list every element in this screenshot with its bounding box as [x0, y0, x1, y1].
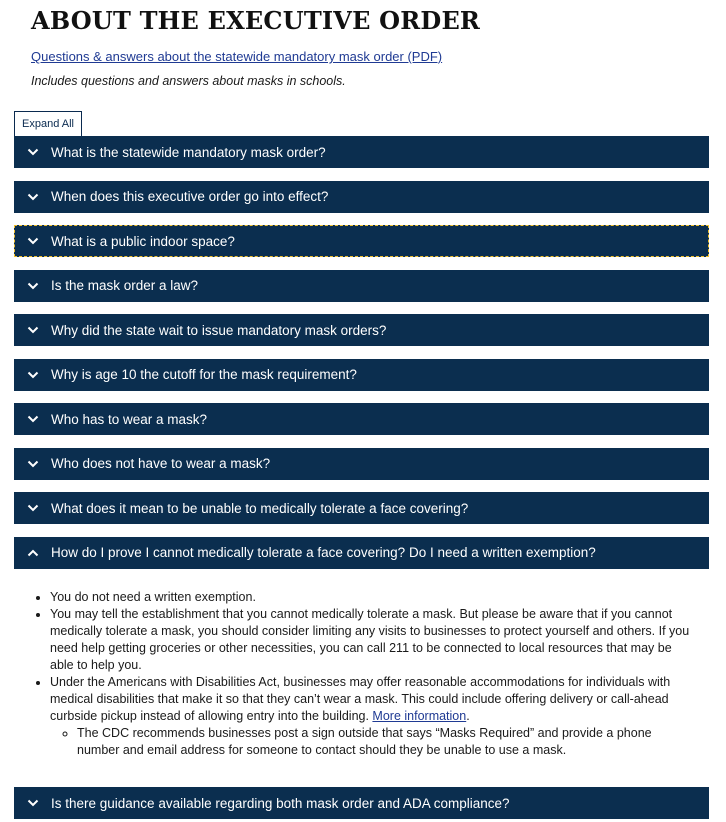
more-information-link[interactable]: More information [372, 708, 467, 723]
answer-sub-bullet: ◦ The CDC recommends businesses post a sign outside that says “Masks Required” and provide a phone number and email address for someone to contact should they be unable to use a mask. [77, 725, 697, 759]
answer-bullet [50, 674, 709, 759]
accordion-item-label: What is a public indoor space? [51, 233, 235, 249]
faq-accordion [14, 136, 709, 822]
accordion-item-ada-guidance[interactable] [14, 787, 709, 819]
accordion-item-medically-tolerate[interactable] [14, 492, 709, 524]
answer-bullet-text: Under the Americans with Disabilities Act, businesses may offer reasonable accommodations for individuals with medical disabilities that make it so that they can’t wear a mask. This could include offering delivery or call-ahead curbside pickup instead of allowing entry into the building. [50, 674, 671, 723]
accordion-item-prove-exemption[interactable] [14, 537, 709, 569]
chevron-down-icon [27, 458, 39, 470]
accordion-item-is-law[interactable] [14, 270, 709, 302]
accordion-item-label: What does it mean to be unable to medically tolerate a face covering? [51, 500, 469, 516]
answer-bullet-suffix: . [466, 708, 470, 723]
accordion-item-label: Is there guidance available regarding both mask order and ADA compliance? [51, 795, 510, 811]
chevron-up-icon [27, 547, 39, 559]
mask-order-qa-pdf-link[interactable]: Questions & answers about the statewide mandatory mask order (PDF) [31, 49, 443, 64]
answer-list [14, 589, 709, 759]
accordion-item-label: When does this executive order go into effect? [51, 189, 329, 204]
accordion-item-public-indoor-space[interactable] [14, 225, 709, 257]
accordion-item-label: Who does not have to wear a mask? [51, 456, 271, 471]
chevron-down-icon [27, 146, 39, 158]
accordion-item-label: What is the statewide mandatory mask order? [51, 144, 326, 160]
page-title: ABOUT THE EXECUTIVE ORDER [31, 6, 481, 35]
accordion-item-label: Is the mask order a law? [51, 278, 199, 293]
chevron-down-icon [27, 502, 39, 514]
accordion-item-label: Why is age 10 the cutoff for the mask requirement? [51, 367, 357, 382]
answer-bullet: • You may tell the establishment that you cannot medically tolerate a mask. But please be aware that if you cannot medically tolerate a mask, you should consider limiting any visits to businesses to protect yourself and others. If you need help getting groceries or other necessities, you can call 211 to be connected to local resources that may be able to help you. [50, 606, 709, 674]
chevron-down-icon [27, 797, 39, 809]
chevron-down-icon [27, 191, 39, 203]
accordion-item-who-wears[interactable] [14, 403, 709, 435]
answer-sublist [50, 725, 697, 759]
schools-note: Includes questions and answers about masks in schools. [31, 74, 346, 88]
accordion-item-mask-order[interactable] [14, 136, 709, 168]
accordion-item-why-wait[interactable] [14, 314, 709, 346]
accordion-panel-prove-exemption [14, 569, 709, 775]
chevron-down-icon [27, 413, 39, 425]
chevron-down-icon [27, 369, 39, 381]
answer-bullet: • You do not need a written exemption. [50, 589, 709, 606]
expand-all-button[interactable]: Expand All [14, 111, 82, 136]
accordion-item-label: How do I prove I cannot medically tolerate a face covering? Do I need a written exemption? [51, 545, 596, 560]
chevron-down-icon [27, 324, 39, 336]
accordion-item-label: Why did the state wait to issue mandatory mask orders? [51, 322, 387, 338]
accordion-item-effective-date[interactable] [14, 181, 709, 213]
chevron-down-icon [27, 235, 39, 247]
accordion-item-who-exempt[interactable] [14, 448, 709, 480]
accordion-item-age-cutoff[interactable] [14, 359, 709, 391]
accordion-item-label: Who has to wear a mask? [51, 411, 208, 427]
chevron-down-icon [27, 280, 39, 292]
